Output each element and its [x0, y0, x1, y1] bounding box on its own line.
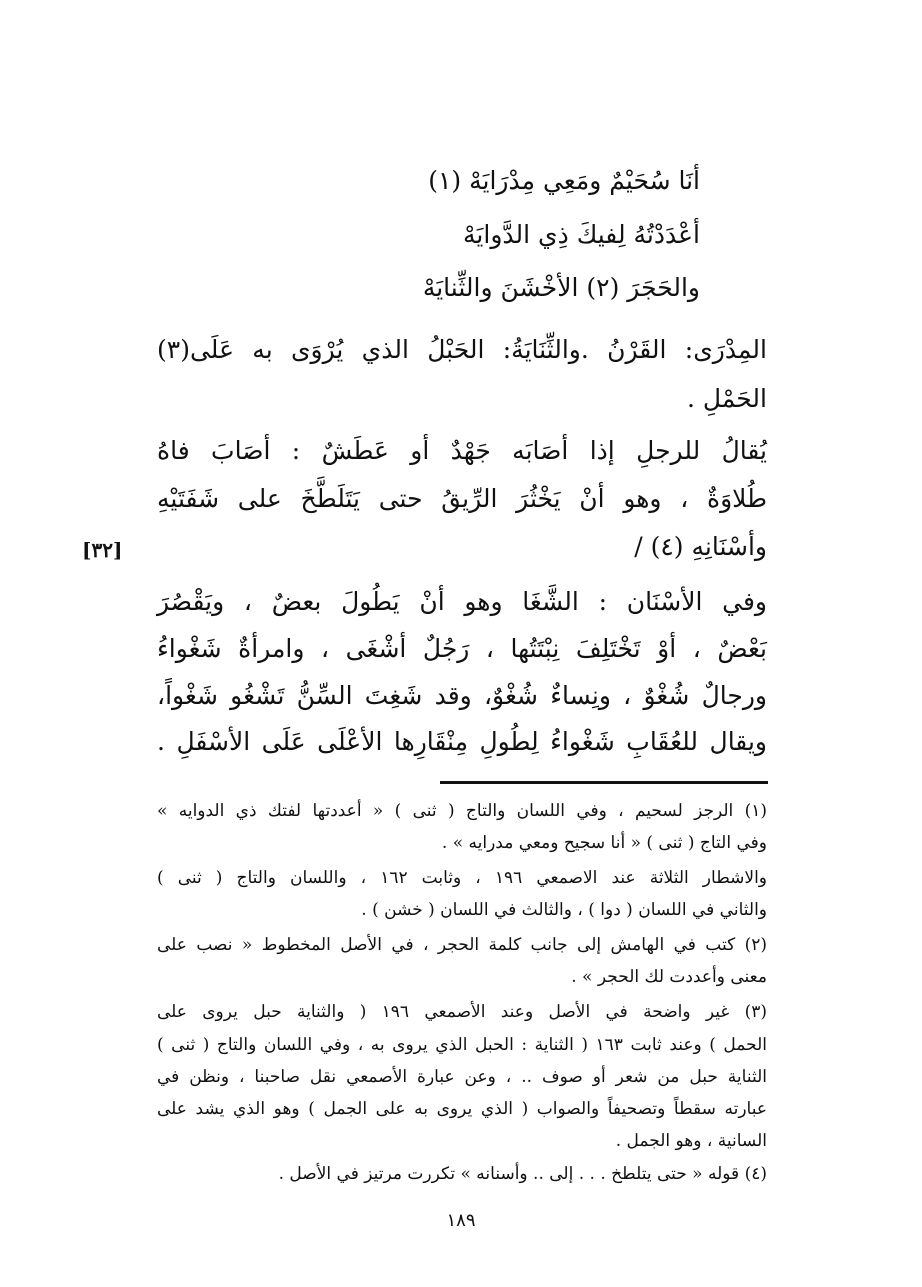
footnote-line-12: (٤) قوله « حتى يتلطخ . . . إلى .. وأسنانه » تكررت مرتيز في الأصل .	[278, 1164, 767, 1184]
body-line-1: المِدْرَى: القَرْنُ .والثِّنَايَةُ: الحَبْلُ الذي يُرْوَى به عَلَى(٣)	[157, 335, 767, 364]
body-line-8: ورجالٌ شُغْوٌ ، ونِساءٌ شُغْوٌ، وقد شَغِتَ السِّنُّ تَشْغُو شَغْواً،	[157, 681, 767, 710]
footnote-separator	[440, 781, 768, 784]
body-line-5: وأسْنَانِهِ (٤) /	[634, 532, 767, 561]
body-line-6: وفي الأسْنَان : الشَّغَا وهو أنْ يَطُولَ بعضٌ ، ويَقْصُرَ	[157, 587, 767, 616]
body-line-4: طُلاوَةٌ ، وهو أنْ يَخْثُرَ الرِّيقُ حتى يَتَلَطَّخَ على شَفَتَيْهِ	[157, 484, 767, 513]
verse-line-3: والحَجَرَ (٢) الأخْشَنَ والثِّنايَهْ	[422, 273, 700, 302]
body-line-3: يُقالُ للرجلِ إذا أصَابَه جَهْدٌ أو عَطَشٌ : أصَابَ فاهُ	[157, 436, 767, 465]
footnote-line-4: والثاني في اللسان ( دوا ) ، والثالث في اللسان ( خشن ) .	[361, 900, 767, 920]
verse-line-1: أنَا سُحَيْمٌ ومَعِي مِدْرَايَهْ (١)	[428, 166, 700, 195]
footnote-line-5: (٢) كتب في الهامش إلى جانب كلمة الحجر ، في الأصل المخطوط « نصب على	[157, 935, 767, 955]
footnote-line-8: الحمل ) وعند ثابت ١٦٣ ( الثناية : الحبل الذي يروى به ، وفي اللسان والتاج ( ثنى )	[157, 1035, 767, 1055]
footnote-line-9: الثناية حبل من شعر أو صوف .. ، وعن عبارة الأصمعي نقل صاحبنا ، ونظن في	[157, 1067, 767, 1087]
footnote-line-1: (١) الرجز لسحيم ، وفي اللسان والتاج ( ثنى ) « أعددتها لفتك ذي الدوايه »	[157, 801, 767, 821]
verse-line-2: أعْدَدْتُهُ لِفيكَ ذِي الدَّوايَهْ	[463, 220, 700, 249]
body-line-9: ويقال للعُقَابِ شَغْواءُ لِطُولِ مِنْقَارِها الأعْلَى عَلَى الأسْفَلِ .	[157, 727, 767, 756]
margin-reference: [٣٢]	[82, 538, 123, 562]
footnote-line-2: وفي التاج ( ثنى ) « أنا سجيح ومعي مدرايه » .	[441, 833, 767, 853]
page-number: ١٨٩	[446, 1210, 476, 1231]
footnote-line-6: معنى وأعددت لك الحجر » .	[571, 967, 767, 987]
footnote-line-10: عبارته سقطاً وتصحيفاً والصواب ( الذي يروى به على الجمل ) وهو الذي يشد على	[157, 1099, 767, 1119]
body-line-7: بَعْضٌ ، أوْ تَخْتَلِفَ نِبْتَتُها ، رَجُلٌ أشْغَى ، وامرأةٌ شَغْواءُ	[157, 634, 767, 663]
footnote-line-11: السانية ، وهو الجمل .	[615, 1131, 767, 1151]
body-line-2: الحَمْلِ .	[687, 384, 767, 413]
footnote-line-7: (٣) غير واضحة في الأصل وعند الأصمعي ١٩٦ ( والثناية حبل يروى على	[157, 1002, 767, 1022]
footnote-line-3: والاشطار الثلاثة عند الاصمعي ١٩٦ ، وثابت ١٦٢ ، واللسان والتاج ( ثنى )	[157, 868, 768, 888]
